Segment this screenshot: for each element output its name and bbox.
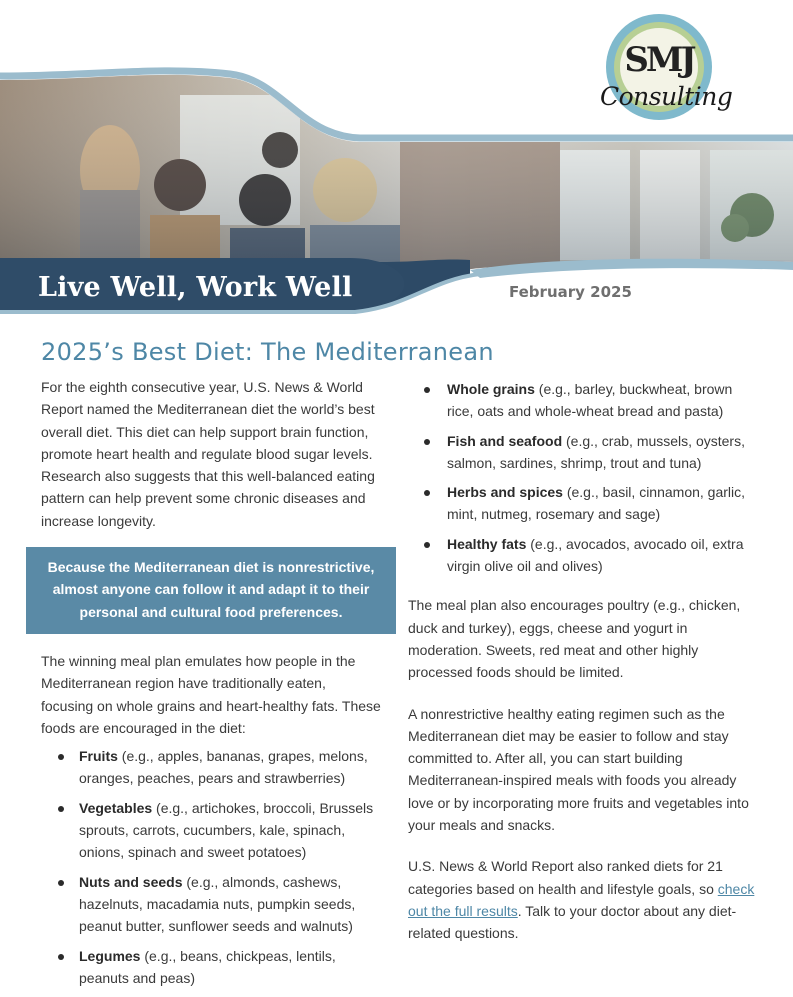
newsletter-header: [0, 0, 793, 330]
left-column-lower: [41, 650, 381, 996]
food-term: Healthy fats: [447, 535, 527, 552]
food-term: Whole grains: [447, 381, 535, 397]
company-logo: [600, 14, 733, 124]
right-column: [408, 378, 758, 945]
food-detail: (e.g., artichokes, broccoli, Brussels sprouts, carrots, cucumbers, kale, spinach, onions, spinach and sweet potatoes): [79, 799, 374, 861]
left-column: [41, 376, 381, 532]
closing-text: U.S. News & World Report also ranked diets for 21 categories based on health and lifestyle goals, so: [408, 858, 723, 897]
full-results-link[interactable]: check out the full results: [408, 880, 755, 919]
list-item: [408, 481, 758, 526]
list-item: [408, 533, 758, 578]
list-item: [41, 745, 381, 790]
list-item: [41, 945, 381, 990]
food-term: Legumes: [79, 947, 141, 964]
article-title: 2025’s Best Diet: The Mediterranean: [41, 338, 494, 366]
logo-wordmark: Consulting: [600, 82, 733, 111]
issue-date: February 2025: [509, 283, 632, 301]
foods-list-right: [408, 378, 758, 577]
closing-text-end: . Talk to your doctor about any diet-related questions.: [408, 902, 737, 942]
food-term: Herbs and spices: [447, 484, 563, 501]
moderation-paragraph: The meal plan also encourages poultry (e.g., chicken, duck and turkey), eggs, cheese and yogurt in moderation. Sweets, red meat and other highly processed foods should be limited.: [408, 597, 741, 681]
meal-plan-intro: The winning meal plan emulates how people in the Mediterranean region have traditionally eaten, focusing on whole grains and heart-healthy fats. These foods are encouraged in the diet:: [41, 653, 381, 736]
list-item: [408, 378, 758, 423]
logo-monogram: SMJ: [624, 40, 694, 80]
list-item: [41, 871, 381, 938]
newsletter-title: Live Well, Work Well: [38, 272, 353, 303]
closing-paragraph: [408, 855, 758, 944]
food-detail: (e.g., avocados, avocado oil, extra virgin olive oil and olives): [447, 535, 744, 575]
food-term: Fish and seafood: [447, 432, 563, 449]
intro-paragraph: For the eighth consecutive year, U.S. News & World Report named the Mediterranean diet the world’s best overall diet. This diet can help support brain function, promote heart health and regulate blood sugar levels. Research also suggests that this well-balanced eating pattern can help prevent some chronic diseases and increase longevity.: [41, 379, 375, 529]
food-term: Vegetables: [79, 799, 153, 816]
foods-list-left: [41, 745, 381, 989]
food-detail: (e.g., barley, buckwheat, brown rice, oats and whole-wheat bread and pasta): [447, 381, 733, 420]
pull-quote: Because the Mediterranean diet is nonrestrictive, almost anyone can follow it and adapt it to their personal and cultural food preferences.: [26, 547, 396, 634]
list-item: [41, 797, 381, 864]
food-term: Nuts and seeds: [79, 873, 183, 890]
food-detail: (e.g., almonds, cashews, hazelnuts, macadamia nuts, pumpkin seeds, peanut butter, sunflower seeds and walnuts): [79, 873, 356, 935]
food-detail: (e.g., apples, bananas, grapes, melons, oranges, peaches, pears and strawberries): [79, 748, 368, 787]
list-item: [408, 430, 758, 475]
nonrestrictive-paragraph: A nonrestrictive healthy eating regimen such as the Mediterranean diet may be easier to follow and stay committed to. After all, you can start building Mediterranean-inspired meals with foods you already love or by incorporating more fruits and vegetables into your meals and snacks.: [408, 705, 749, 834]
food-detail: (e.g., beans, chickpeas, lentils, peanuts and peas): [79, 947, 336, 986]
food-detail: (e.g., crab, mussels, oysters, salmon, sardines, shrimp, trout and tuna): [447, 432, 745, 471]
food-term: Fruits: [79, 748, 118, 765]
food-detail: (e.g., basil, cinnamon, garlic, mint, nutmeg, rosemary and sage): [447, 484, 746, 523]
